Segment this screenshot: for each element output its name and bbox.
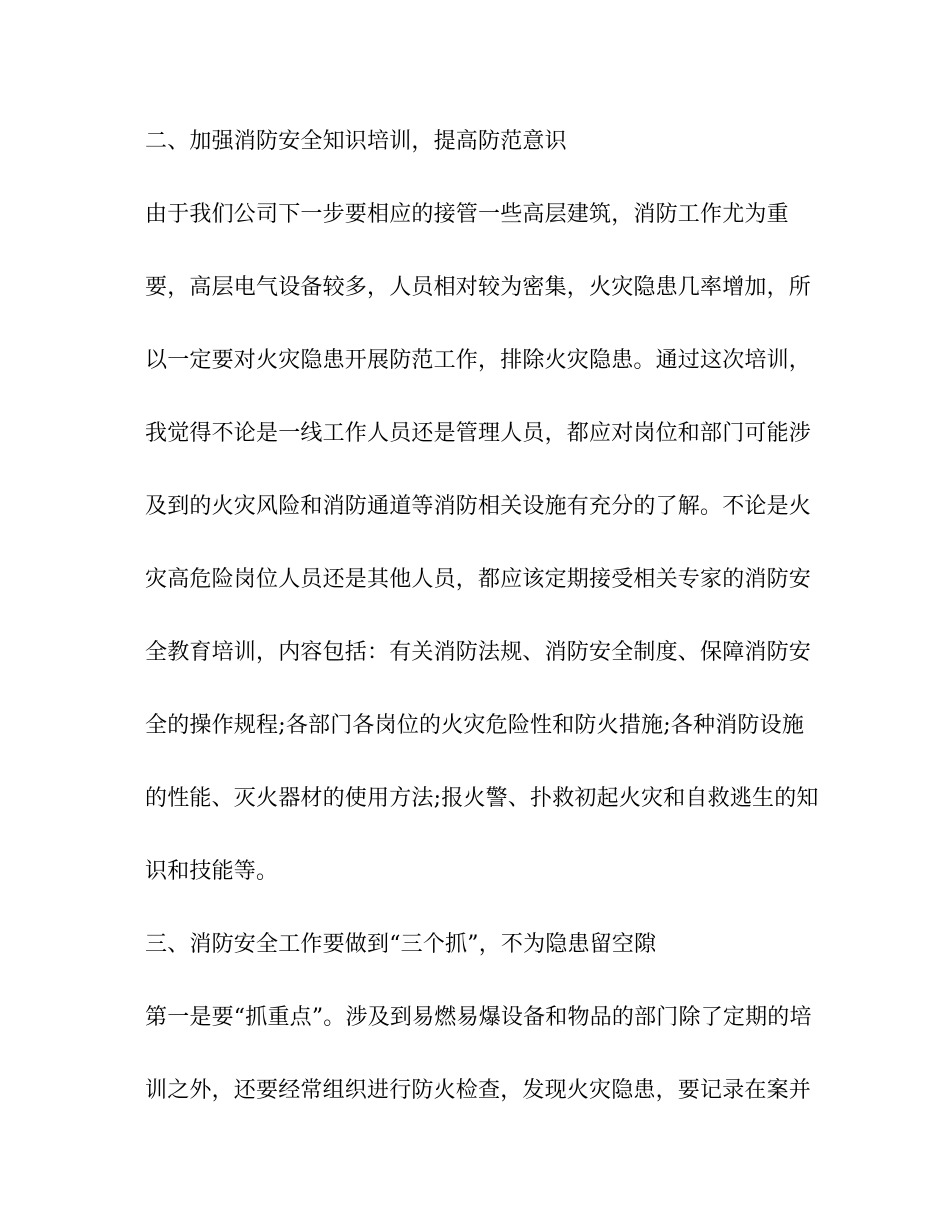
paragraph-line: 全的操作规程;各部门各岗位的火灾危险性和防火措施;各种消防设施 bbox=[145, 713, 805, 738]
paragraph-line: 识和技能等。 bbox=[145, 859, 279, 884]
paragraph-line: 我觉得不论是一线工作人员还是管理人员，都应对岗位和部门可能涉 bbox=[145, 421, 812, 446]
paragraph-line: 的性能、灭火器材的使用方法;报火警、扑救初起火灾和自救逃生的知 bbox=[145, 786, 819, 811]
section-heading-2: 二、加强消防安全知识培训，提高防范意识 bbox=[145, 129, 567, 154]
section-heading-3: 三、消防安全工作要做到“三个抓”，不为隐患留空隙 bbox=[145, 932, 657, 957]
paragraph-line: 灾高危险岗位人员还是其他人员，都应该定期接受相关专家的消防安 bbox=[145, 567, 812, 592]
paragraph-line: 由于我们公司下一步要相应的接管一些高层建筑，消防工作尤为重 bbox=[145, 202, 789, 227]
paragraph-line: 要，高层电气设备较多，人员相对较为密集，火灾隐患几率增加，所 bbox=[145, 275, 812, 300]
paragraph-line: 全教育培训，内容包括：有关消防法规、消防安全制度、保障消防安 bbox=[145, 640, 812, 665]
paragraph-line: 及到的火灾风险和消防通道等消防相关设施有充分的了解。不论是火 bbox=[145, 494, 812, 519]
paragraph-line: 第一是要“抓重点”。涉及到易燃易爆设备和物品的部门除了定期的培 bbox=[145, 1005, 812, 1030]
paragraph-line: 以一定要对火灾隐患开展防范工作，排除火灾隐患。通过这次培训， bbox=[145, 348, 812, 373]
paragraph-line: 训之外，还要经常组织进行防火检查，发现火灾隐患，要记录在案并 bbox=[145, 1078, 812, 1103]
